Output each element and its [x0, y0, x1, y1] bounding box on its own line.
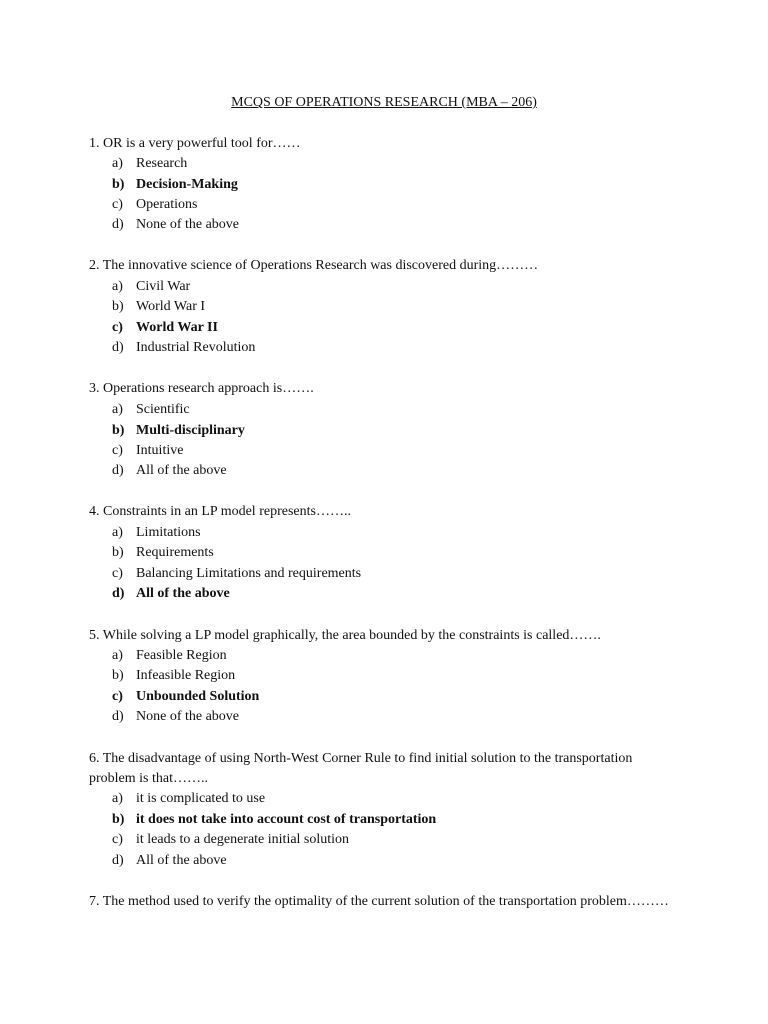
option-letter: d): [112, 340, 124, 355]
option-letter: b): [112, 812, 125, 827]
option-text: Scientific: [136, 402, 190, 417]
option-text: Research: [136, 156, 188, 171]
option-text: None of the above: [136, 217, 240, 232]
option-letter: d): [112, 709, 124, 724]
option-letter: c): [112, 320, 123, 335]
option-text: it does not take into account cost of transportation: [136, 812, 437, 827]
page-title: MCQS OF OPERATIONS RESEARCH (MBA – 206): [231, 95, 537, 110]
question-2: 2. The innovative science of Operations Research was discovered during………: [89, 258, 539, 273]
option-text: Intuitive: [136, 443, 184, 458]
option-text: it is complicated to use: [136, 791, 266, 806]
option-text: Operations: [136, 197, 198, 212]
option-letter: d): [112, 463, 124, 478]
option-text: Multi-disciplinary: [136, 423, 245, 438]
option-text: Civil War: [136, 279, 191, 294]
option-letter: c): [112, 566, 123, 581]
option-text: World War I: [136, 299, 206, 314]
option-text: All of the above: [136, 463, 227, 478]
option-letter: b): [112, 668, 124, 683]
question-1: 1. OR is a very powerful tool for……: [89, 136, 301, 151]
option-letter: b): [112, 177, 125, 192]
question-7: 7. The method used to verify the optimality of the current solution of the transportation problem………: [89, 894, 669, 909]
option-letter: c): [112, 443, 123, 458]
option-letter: a): [112, 402, 123, 417]
option-letter: d): [112, 586, 125, 601]
option-letter: a): [112, 648, 123, 663]
option-letter: a): [112, 525, 123, 540]
option-letter: c): [112, 832, 123, 847]
option-text: Requirements: [136, 545, 214, 560]
question-3: 3. Operations research approach is…….: [89, 381, 314, 396]
option-letter: b): [112, 545, 124, 560]
option-text: All of the above: [136, 853, 227, 868]
option-letter: a): [112, 279, 123, 294]
option-letter: d): [112, 853, 124, 868]
question-4: 4. Constraints in an LP model represents……..: [89, 504, 351, 519]
option-text: Industrial Revolution: [136, 340, 256, 355]
option-text: it leads to a degenerate initial solution: [136, 832, 350, 847]
option-text: None of the above: [136, 709, 240, 724]
option-letter: b): [112, 299, 124, 314]
option-text: Limitations: [136, 525, 201, 540]
option-text: Feasible Region: [136, 648, 227, 663]
option-letter: b): [112, 423, 125, 438]
option-text: Decision-Making: [136, 177, 238, 192]
option-text: Unbounded Solution: [136, 689, 260, 704]
question-6: 6. The disadvantage of using North-West Corner Rule to find initial solution to the transportation problem is that……..: [89, 751, 633, 786]
option-letter: d): [112, 217, 124, 232]
option-letter: a): [112, 156, 123, 171]
option-text: Balancing Limitations and requirements: [136, 566, 362, 581]
option-letter: a): [112, 791, 123, 806]
question-5: 5. While solving a LP model graphically, the area bounded by the constraints is called…….: [89, 628, 601, 643]
option-letter: c): [112, 197, 123, 212]
option-text: All of the above: [136, 586, 230, 601]
option-text: World War II: [136, 320, 218, 335]
option-text: Infeasible Region: [136, 668, 236, 683]
option-letter: c): [112, 689, 123, 704]
